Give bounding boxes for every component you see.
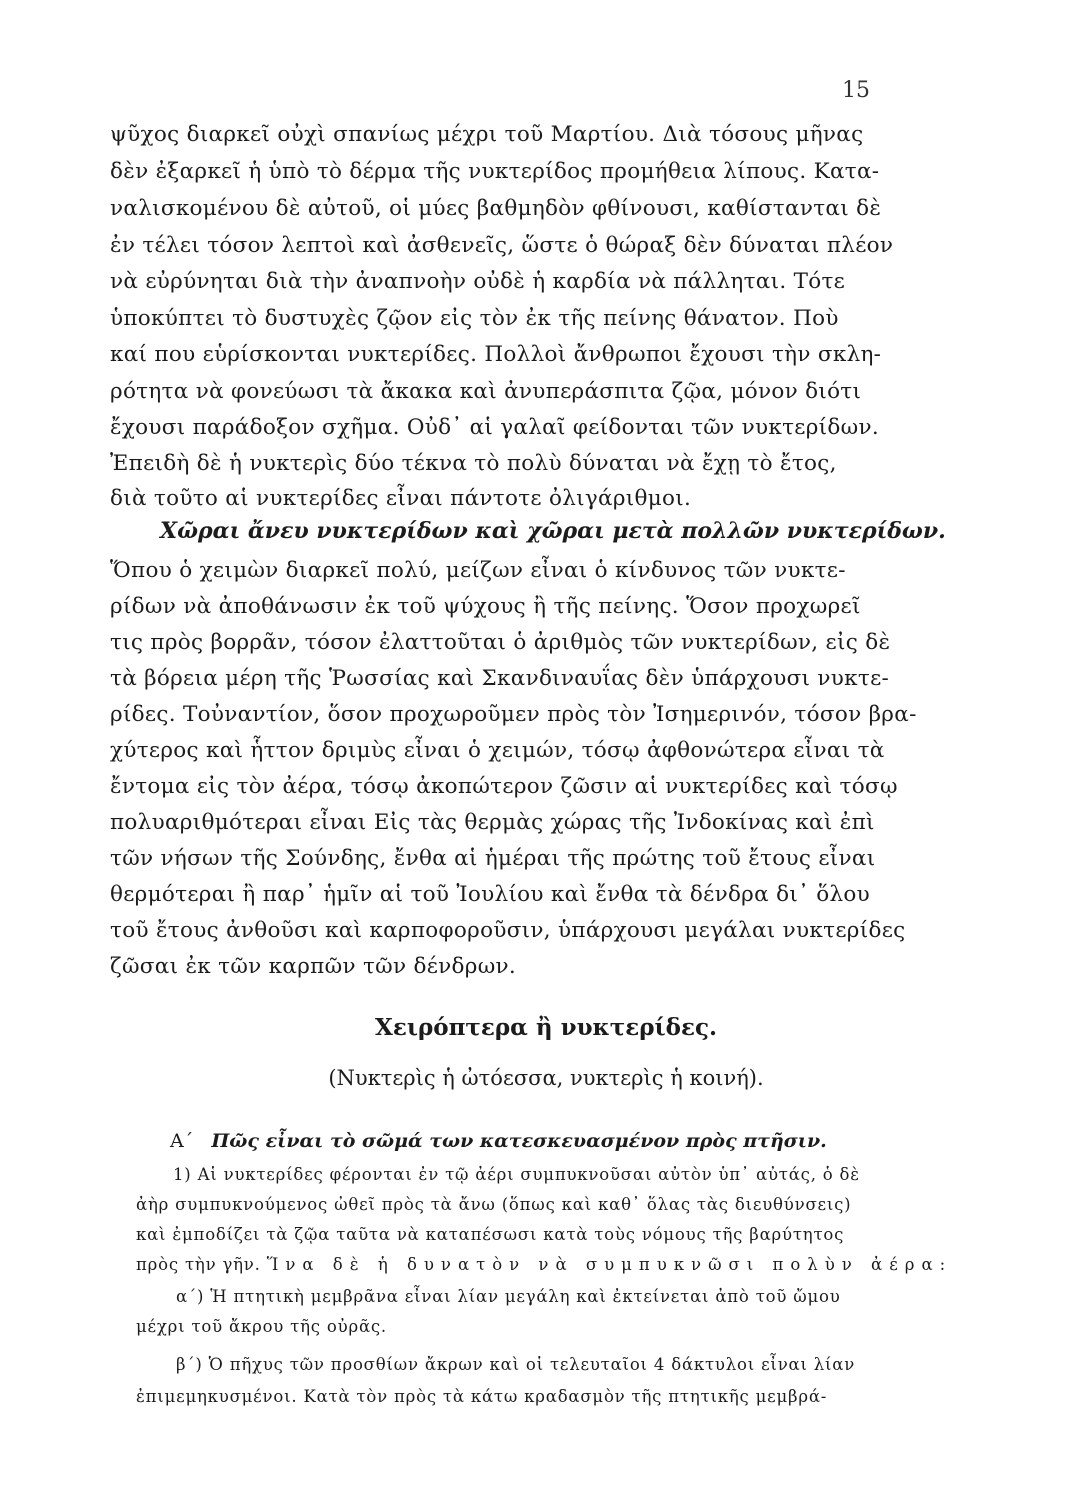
spaced-text: Ἵνα δὲ ἡ δυνατὸν νὰ συμπυκνῶσι πολὺν ἀέρα: xyxy=(266,1255,953,1274)
text-line: Ὅπου ὁ χειμὼν διαρκεῖ πολύ, μείζων εἶναι ὁ κίνδυνος τῶν νυκτε- xyxy=(110,558,846,583)
text-line: τὰ βόρεια μέρη τῆς Ῥωσσίας καὶ Σκανδιναυΐας δὲν ὑπάρχουσι νυκτε- xyxy=(110,666,890,691)
page-number: 15 xyxy=(842,78,870,103)
subsection-heading xyxy=(170,1130,827,1152)
list-item: α΄) Ἡ πτητικὴ μεμβρᾶνα εἶναι λίαν μεγάλη καὶ ἐκτείνεται ἀπὸ τοῦ ὤμου xyxy=(176,1287,841,1306)
text-line: ἔχουσι παράδοξον σχῆμα. Οὐδ᾽ αἱ γαλαῖ φείδονται τῶν νυκτερίδων. xyxy=(110,415,879,440)
list-item: β΄) Ὁ πῆχυς τῶν προσθίων ἄκρων καὶ οἱ τελευταῖοι 4 δάκτυλοι εἶναι λίαν xyxy=(176,1355,856,1374)
text-line: χύτερος καὶ ἧττον δριμὺς εἶναι ὁ χειμών, τόσῳ ἀφθονώτερα εἶναι τὰ xyxy=(110,738,885,763)
list-item-continuation: ἐπιμεμηκυσμένοι. Κατὰ τὸν πρὸς τὰ κάτω κραδασμὸν τῆς πτητικῆς μεμβρά- xyxy=(136,1387,828,1406)
text-line: ζῶσαι ἐκ τῶν καρπῶν τῶν δένδρων. xyxy=(110,954,517,979)
text-line: Ἐπειδὴ δὲ ἡ νυκτερὶς δύο τέκνα τὸ πολὺ δύναται νὰ ἔχῃ τὸ ἔτος, xyxy=(110,451,837,476)
text-line: ὑποκύπτει τὸ δυστυχὲς ζῷον εἰς τὸν ἐκ τῆς πείνης θάνατον. Ποὺ xyxy=(110,306,839,331)
text-line: τῶν νήσων τῆς Σούνδης, ἔνθα αἱ ἡμέραι τῆς πρώτης τοῦ ἔτους εἶναι xyxy=(110,846,876,871)
section-title: Χειρόπτερα ἢ νυκτερίδες. xyxy=(375,1014,717,1041)
text-line: δὲν ἐξαρκεῖ ἡ ὑπὸ τὸ δέρμα τῆς νυκτερίδος προμήθεια λίπους. Κατα- xyxy=(110,159,880,184)
text-line-start xyxy=(136,1255,952,1274)
section-subtitle: (Νυκτερὶς ἡ ὠτόεσσα, νυκτερὶς ἡ κοινή). xyxy=(328,1066,764,1090)
text-line: τις πρὸς βορρᾶν, τόσον ἐλαττοῦται ὁ ἀριθμὸς τῶν νυκτερίδων, εἰς δὲ xyxy=(110,630,891,655)
text-line: ρίδων νὰ ἀποθάνωσιν ἐκ τοῦ ψύχους ἢ τῆς πείνης. Ὅσον προχωρεῖ xyxy=(110,594,861,619)
list-item-continuation: μέχρι τοῦ ἄκρου τῆς οὐρᾶς. xyxy=(136,1317,387,1336)
text-line: νὰ εὐρύνηται διὰ τὴν ἀναπνοὴν οὐδὲ ἡ καρδία νὰ πάλληται. Τότε xyxy=(110,269,846,294)
text-line: θερμότεραι ἢ παρ᾽ ἡμῖν αἱ τοῦ Ἰουλίου καὶ ἔνθα τὰ δένδρα δι᾽ ὅλου xyxy=(110,882,871,907)
text-line: καί που εὑρίσκονται νυκτερίδες. Πολλοὶ ἄνθρωποι ἔχουσι τὴν σκλη- xyxy=(110,342,882,367)
text-line: διὰ τοῦτο αἱ νυκτερίδες εἶναι πάντοτε ὀλιγάριθμοι. xyxy=(110,486,692,511)
text-line: ἔντομα εἰς τὸν ἀέρα, τόσῳ ἀκοπώτερον ζῶσιν αἱ νυκτερίδες καὶ τόσῳ xyxy=(110,774,898,799)
text-fragment: πρὸς τὴν γῆν. xyxy=(136,1255,267,1274)
text-line: ἐν τέλει τόσον λεπτοὶ καὶ ἀσθενεῖς, ὥστε ὁ θώραξ δὲν δύναται πλέον xyxy=(110,233,894,258)
text-line: ἀὴρ συμπυκνούμενος ὠθεῖ πρὸς τὰ ἄνω (ὅπως καὶ καθ᾽ ὅλας τὰς διευθύνσεις) xyxy=(136,1195,852,1214)
text-line: πολυαριθμότεραι εἶναι Εἰς τὰς θερμὰς χώρας τῆς Ἰνδοκίνας καὶ ἐπὶ xyxy=(110,810,875,835)
subsection-label: Α΄ xyxy=(170,1130,194,1152)
text-line: ναλισκομένου δὲ αὐτοῦ, οἱ μύες βαθμηδὸν φθίνουσι, καθίστανται δὲ xyxy=(110,196,882,221)
text-line: 1) Αἱ νυκτερίδες φέρονται ἐν τῷ ἀέρι συμπυκνοῦσαι αὐτὸν ὑπ᾽ αὐτάς, ὁ δὲ xyxy=(173,1165,860,1184)
text-line: ρίδες. Τοὐναντίον, ὅσον προχωροῦμεν πρὸς τὸν Ἰσημερινόν, τόσον βρα- xyxy=(110,702,917,727)
text-line: τοῦ ἔτους ἀνθοῦσι καὶ καρποφοροῦσιν, ὑπάρχουσι μεγάλαι νυκτερίδες xyxy=(110,918,906,943)
text-line: καὶ ἐμποδίζει τὰ ζῷα ταῦτα νὰ καταπέσωσι κατὰ τοὺς νόμους τῆς βαρύτητος xyxy=(136,1225,845,1244)
italic-heading: Χῶραι ἄνευ νυκτερίδων καὶ χῶραι μετὰ πολλῶν νυκτερίδων. xyxy=(160,518,946,544)
subsection-title: Πῶς εἶναι τὸ σῶμά των κατεσκευασμένον πρὸς πτῆσιν. xyxy=(211,1130,827,1152)
text-line: ρότητα νὰ φονεύωσι τὰ ἄκακα καὶ ἀνυπεράσπιτα ζῷα, μόνον διότι xyxy=(110,379,862,404)
text-line: ψῦχος διαρκεῖ οὐχὶ σπανίως μέχρι τοῦ Μαρτίου. Διὰ τόσους μῆνας xyxy=(110,122,864,147)
